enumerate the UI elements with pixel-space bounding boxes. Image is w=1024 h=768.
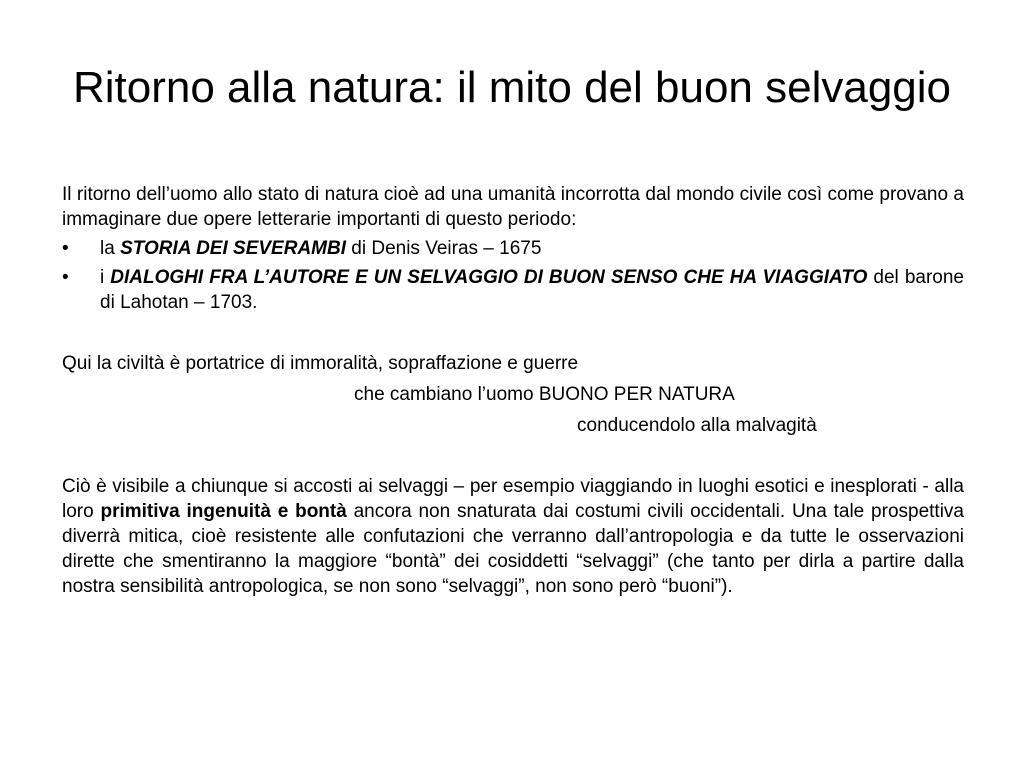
work-title: DIALOGHI FRA L’AUTORE E UN SELVAGGIO DI BUON SENSO CHE HA VIAGGIATO bbox=[110, 267, 868, 288]
spacer bbox=[62, 438, 964, 474]
bullet-suffix: del barone di Lahotan – 1703. bbox=[100, 267, 965, 313]
closing-bold-text: primitiva ingenuità e bontà bbox=[100, 501, 347, 522]
spacer bbox=[62, 319, 964, 351]
closing-text-1: Ciò è visibile a chiunque si accosti ai selvaggi – per esempio viaggiando in luoghi esotici e inesplorati - alla loro bbox=[62, 476, 964, 522]
list-item bbox=[62, 265, 964, 315]
bullet-prefix: i bbox=[100, 267, 111, 288]
closing-text-2: ancora non snaturata dai costumi civili occidentali. Una tale prospettiva diverrà mitica, cioè resistente alle confutazioni che verranno dall’antropologia e da tutte le osservazioni dirette che smentiranno la maggiore “bontà” dei cosiddetti “selvaggi” (che tanto per dirla a partire dalla nostra sensibilità antropologica, se non sono “selvaggi”, non sono però “buoni”). bbox=[62, 501, 964, 597]
bullet-prefix: la bbox=[100, 238, 121, 259]
bullet-suffix: di Denis Veiras – 1675 bbox=[346, 238, 542, 259]
civilta-line-1: Qui la civiltà è portatrice di immoralità, sopraffazione e guerre bbox=[62, 353, 579, 374]
intro-paragraph: Il ritorno dell’uomo allo stato di natura cioè ad una umanità incorrotta dal mondo civile così come provano a immaginare due opere letterarie importanti di questo periodo: bbox=[62, 184, 964, 230]
slide-title: Ritorno alla natura: il mito del buon selvaggio bbox=[72, 63, 952, 113]
closing-paragraph bbox=[62, 474, 964, 599]
bullet-icon: • bbox=[62, 238, 69, 259]
list-item bbox=[62, 236, 964, 261]
works-list bbox=[62, 236, 964, 315]
slide-body bbox=[62, 182, 964, 599]
work-title: STORIA DEI SEVERAMBI bbox=[120, 238, 346, 259]
civilta-line-3: conducendolo alla malvagità bbox=[577, 415, 817, 436]
bullet-icon: • bbox=[62, 267, 69, 288]
civilta-line-2: che cambiano l’uomo BUONO PER NATURA bbox=[354, 384, 735, 405]
